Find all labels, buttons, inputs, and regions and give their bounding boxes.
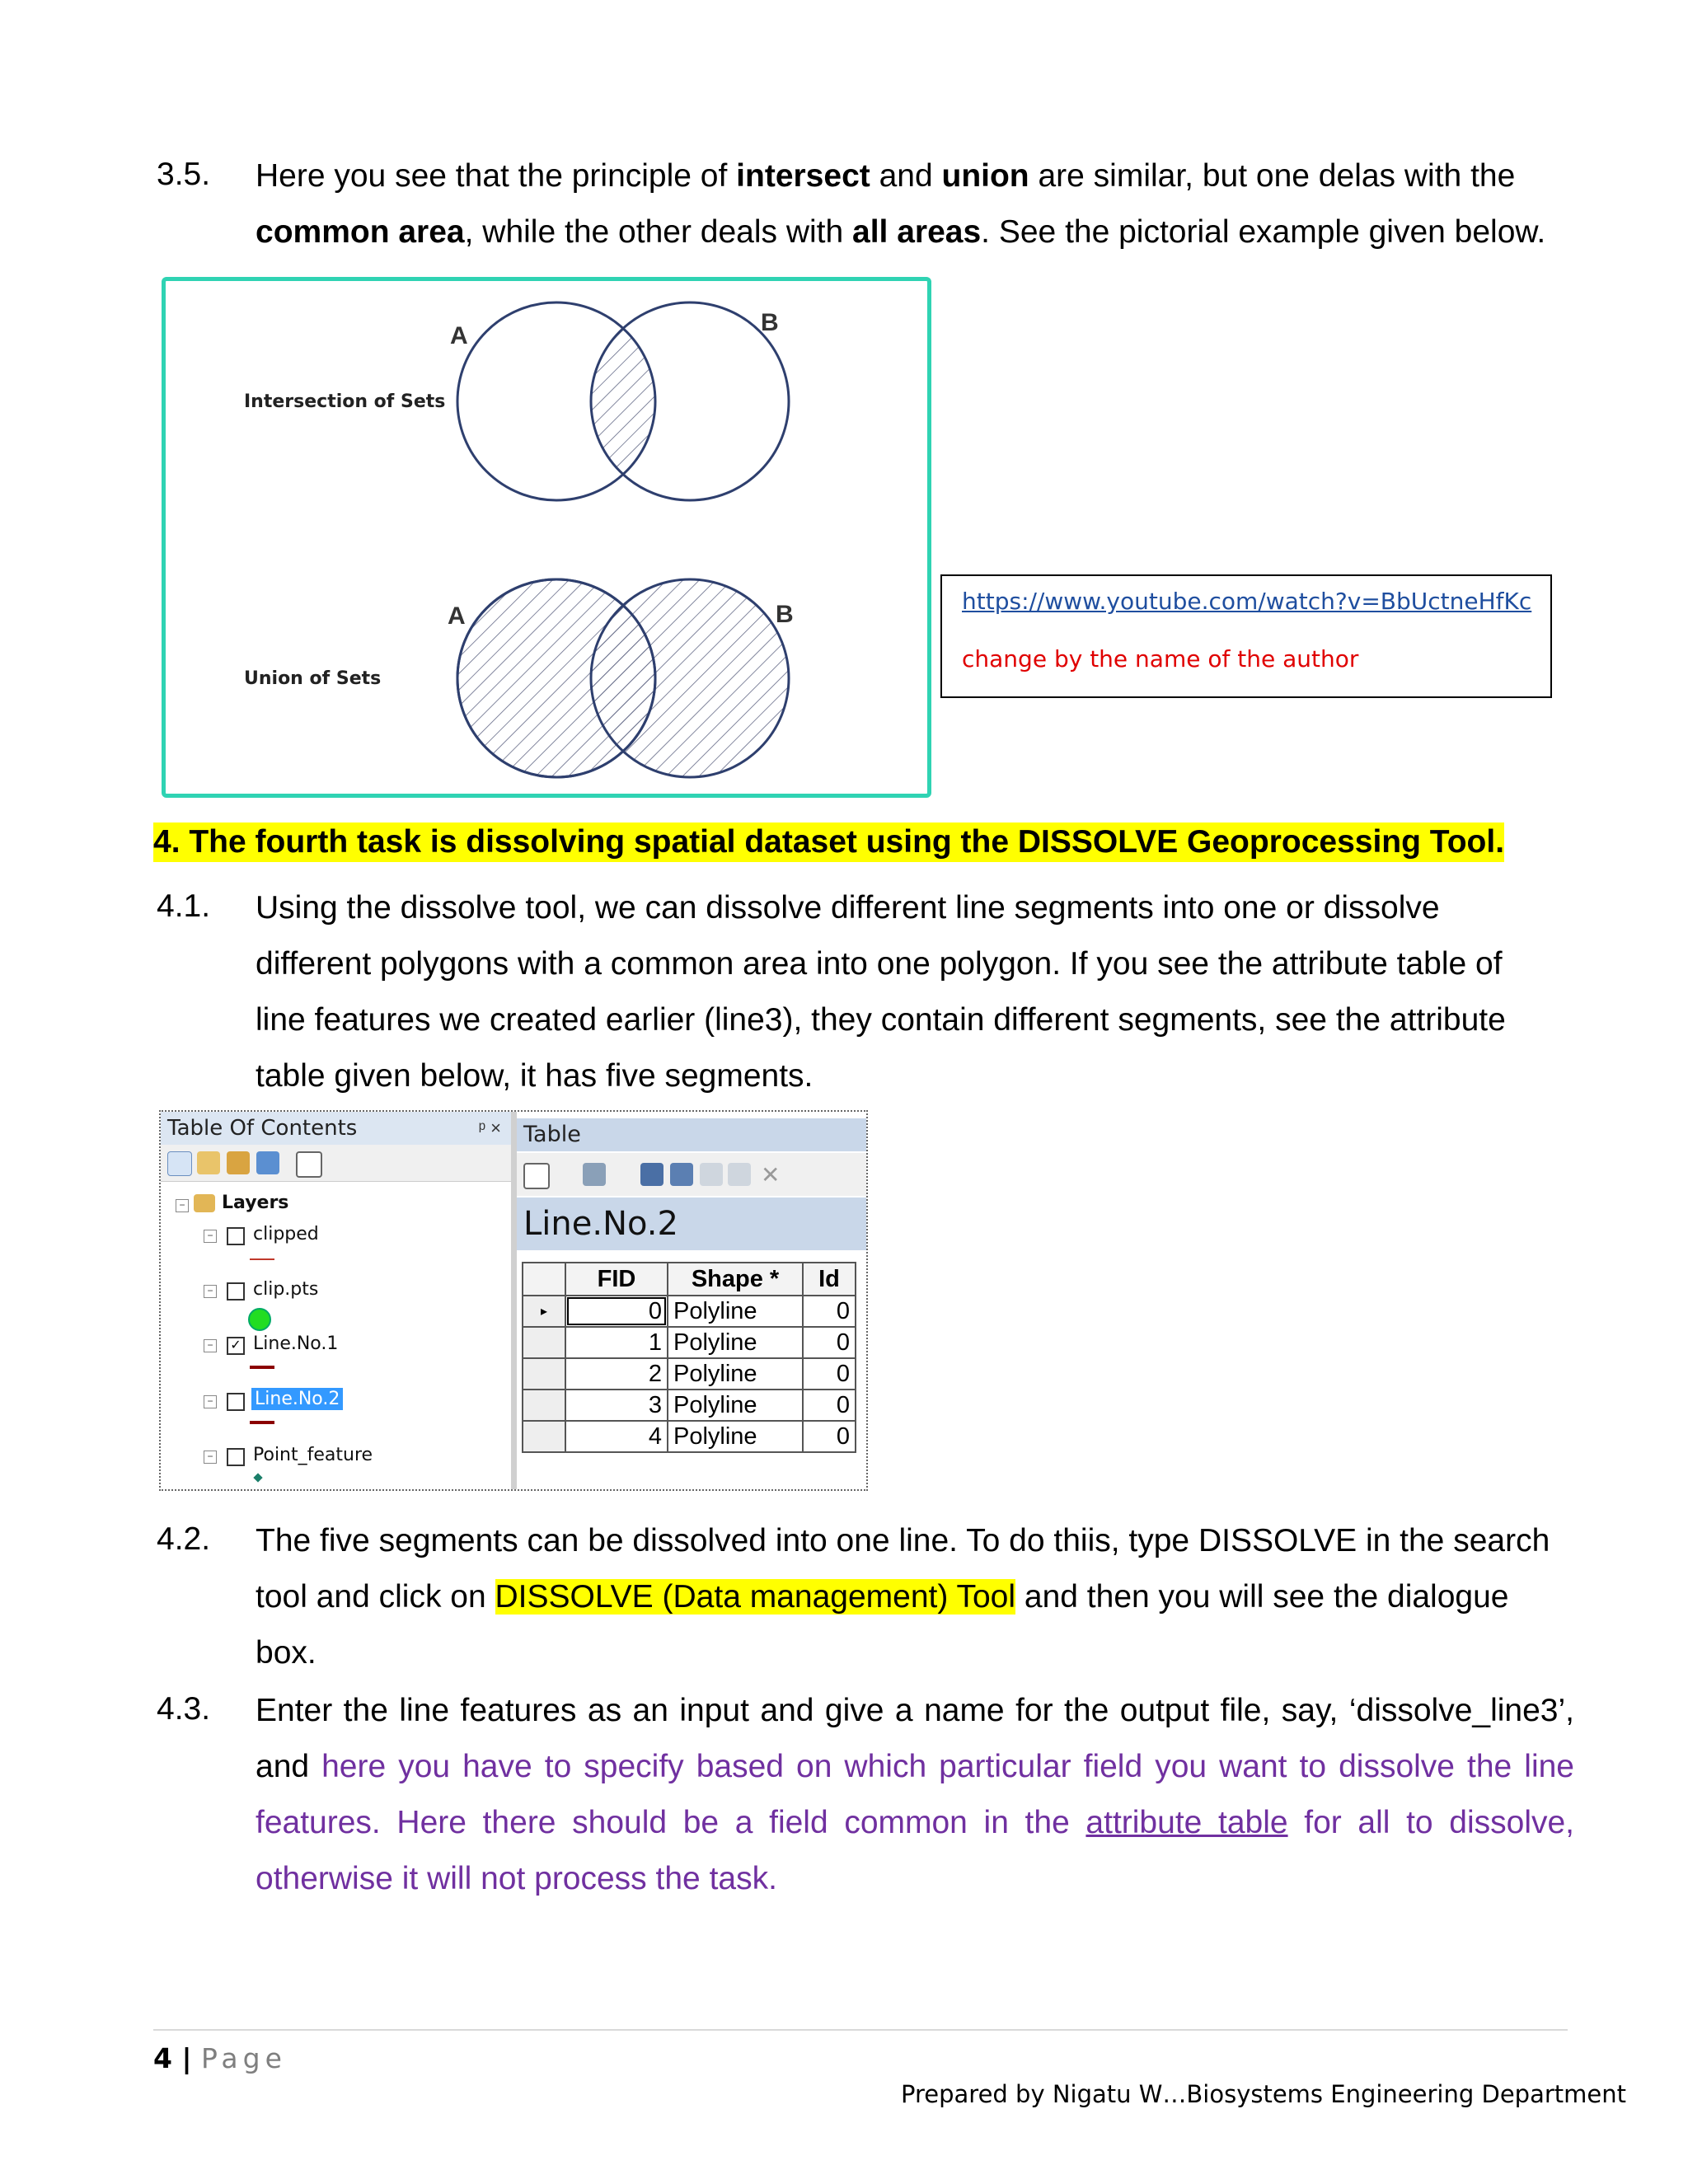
cell-fid[interactable]: 1 [565,1327,668,1358]
layer-checkbox-checked[interactable]: ✓ [227,1337,245,1355]
row-selector[interactable] [523,1421,565,1452]
layer-checkbox[interactable] [227,1282,245,1301]
text: are similar, but one delas with the [1029,158,1516,194]
layers-expander[interactable]: − [176,1199,189,1212]
line-symbol [250,1258,274,1260]
table-row[interactable] [523,1358,856,1390]
table-options-icon[interactable] [523,1163,550,1189]
attribute-table [522,1262,856,1453]
delete-selected-icon[interactable]: ✕ [761,1162,781,1188]
attribute-table-window [517,1112,866,1489]
cell-id[interactable]: 0 [803,1421,856,1452]
layer-name-clipped[interactable]: clipped [253,1224,319,1244]
current-row-marker[interactable]: ▸ [523,1296,565,1327]
table-window-title: Table [517,1118,866,1151]
section-3-5-number: 3.5. [157,157,211,192]
cell-id[interactable]: 0 [803,1327,856,1358]
layer-name-line-no-1[interactable]: Line.No.1 [253,1333,339,1354]
panel-splitter[interactable] [511,1112,517,1489]
layer-checkbox[interactable] [227,1393,245,1411]
toc-toolbar [161,1145,511,1182]
column-header-fid[interactable]: FID [565,1263,668,1296]
row-selector[interactable] [523,1327,565,1358]
layers-label: Layers [222,1193,289,1213]
clear-selection-icon[interactable] [700,1163,723,1186]
prepared-by-footer: Prepared by Nigatu W…Biosystems Engineering Department [901,2080,1626,2108]
bold-common-area: common area [256,214,465,250]
set-b-label-bottom: B [776,601,794,628]
text: The five segments can be dissolved into one line. To do thiis, type DISSOLVE in the search tool and click on [256,1523,1550,1615]
intersection-label: Intersection of Sets [244,391,446,412]
bold-intersect: intersect [736,158,870,194]
section-4-2-number: 4.2. [157,1521,211,1557]
layer-name-clip-pts[interactable]: clip.pts [253,1279,319,1300]
arcgis-screenshot [159,1110,868,1491]
layer-expander[interactable]: − [204,1230,217,1243]
text: , while the other deals with [464,214,853,250]
highlighted-tool-name: DISSOLVE (Data management) Tool [495,1579,1016,1615]
point-symbol-icon [248,1308,271,1331]
layer-expander[interactable]: − [204,1285,217,1298]
section-4-3-number: 4.3. [157,1691,211,1727]
section-4-3-text [256,1683,1574,1907]
venn-svg [166,281,927,794]
line-symbol [250,1366,274,1369]
cell-id[interactable]: 0 [803,1390,856,1421]
page-number-value: 4 [153,2042,172,2074]
layer-expander[interactable]: − [204,1339,217,1352]
list-by-source-icon[interactable] [197,1151,220,1174]
related-tables-icon[interactable] [583,1163,606,1186]
table-row[interactable] [523,1296,856,1327]
layer-expander[interactable]: − [204,1451,217,1464]
text: . See the pictorial example given below. [981,214,1546,250]
cell-id[interactable]: 0 [803,1358,856,1390]
table-row[interactable] [523,1390,856,1421]
text: Enter the line features as an input and give a name for the output file, say, ‘dissolve_line3’, and [256,1693,1574,1784]
table-of-contents-panel [161,1112,512,1489]
set-a-label-bottom: A [448,602,466,630]
author-note: change by the name of the author [962,645,1359,673]
cell-shape[interactable]: Polyline [668,1390,803,1421]
layers-icon [194,1194,215,1212]
text: Here you see that the principle of [256,158,737,194]
layer-expander[interactable]: − [204,1395,217,1408]
cell-fid[interactable]: 3 [565,1390,668,1421]
cell-id[interactable]: 0 [803,1296,856,1327]
section-3-5-text [256,148,1574,260]
column-header-shape[interactable]: Shape * [668,1263,803,1296]
cell-fid[interactable]: 4 [565,1421,668,1452]
list-by-selection-icon[interactable] [256,1151,279,1174]
page-number [153,2042,287,2074]
source-link-box [940,574,1552,698]
page-separator: | [171,2042,201,2074]
layer-name-line-no-2-selected[interactable]: Line.No.2 [251,1388,343,1410]
purple-text: here you have to specify based on which particular field you want to dissolve the line features. Here there should be a field common in the [256,1749,1574,1840]
cell-fid[interactable]: 0 [565,1296,668,1327]
point-symbol-icon [253,1473,262,1482]
list-by-visibility-icon[interactable] [227,1151,250,1174]
set-b-label-top: B [761,309,779,336]
section-4-1-number: 4.1. [157,888,211,924]
options-icon[interactable] [296,1151,322,1178]
union-circle-b [591,579,789,777]
footer-rule [153,2029,1568,2031]
page-word: Page [201,2042,287,2074]
toc-title: Table Of Contents [161,1112,511,1145]
cell-shape[interactable]: Polyline [668,1327,803,1358]
bold-all-areas: all areas [852,214,982,250]
switch-selection-icon[interactable] [670,1163,693,1186]
youtube-link[interactable]: https://www.youtube.com/watch?v=BbUctneHfKc [962,588,1532,615]
select-by-attributes-icon[interactable] [640,1163,663,1186]
text: and [870,158,942,194]
layer-checkbox[interactable] [227,1448,245,1466]
cell-shape[interactable]: Polyline [668,1358,803,1390]
union-label: Union of Sets [244,668,382,689]
table-layer-name: Line.No.2 [517,1197,866,1250]
row-selector[interactable] [523,1390,565,1421]
list-by-drawing-order-icon[interactable] [167,1151,192,1176]
set-a-label-top: A [450,322,468,349]
text: and then you will see the dialogue box. [256,1579,1509,1671]
toc-pin-close-icon[interactable]: ᵖ × [478,1118,501,1138]
cell-fid[interactable]: 2 [565,1358,668,1390]
cell-shape[interactable]: Polyline [668,1296,803,1327]
row-selector[interactable] [523,1358,565,1390]
section-4-1-text: Using the dissolve tool, we can dissolve different line segments into one or dissolve different polygons with a common area into one polygon. If you see the attribute table of line features we created earlier (line3), they contain different segments, see the attribute table given below, it has five segments. [256,890,1506,1094]
table-row[interactable] [523,1421,856,1452]
table-header-row [523,1263,856,1296]
cell-shape[interactable]: Polyline [668,1421,803,1452]
table-row[interactable] [523,1327,856,1358]
zoom-to-selected-icon[interactable] [728,1163,751,1186]
bold-union: union [941,158,1029,194]
layer-checkbox[interactable] [227,1227,245,1245]
purple-text: for all to dissolve, otherwise it will not process the task. [256,1805,1575,1896]
row-selector-header [523,1263,565,1296]
table-toolbar [517,1153,866,1196]
line-symbol [250,1421,274,1424]
column-header-id[interactable]: Id [803,1263,856,1296]
layer-name-point-feature[interactable]: Point_feature [253,1445,373,1465]
attribute-table-link[interactable]: attribute table [1085,1805,1288,1840]
section-4-2-text [256,1513,1558,1681]
venn-diagram-figure [162,277,931,798]
section-4-heading: 4. The fourth task is dissolving spatial dataset using the DISSOLVE Geoprocessing Tool. [153,823,1504,862]
